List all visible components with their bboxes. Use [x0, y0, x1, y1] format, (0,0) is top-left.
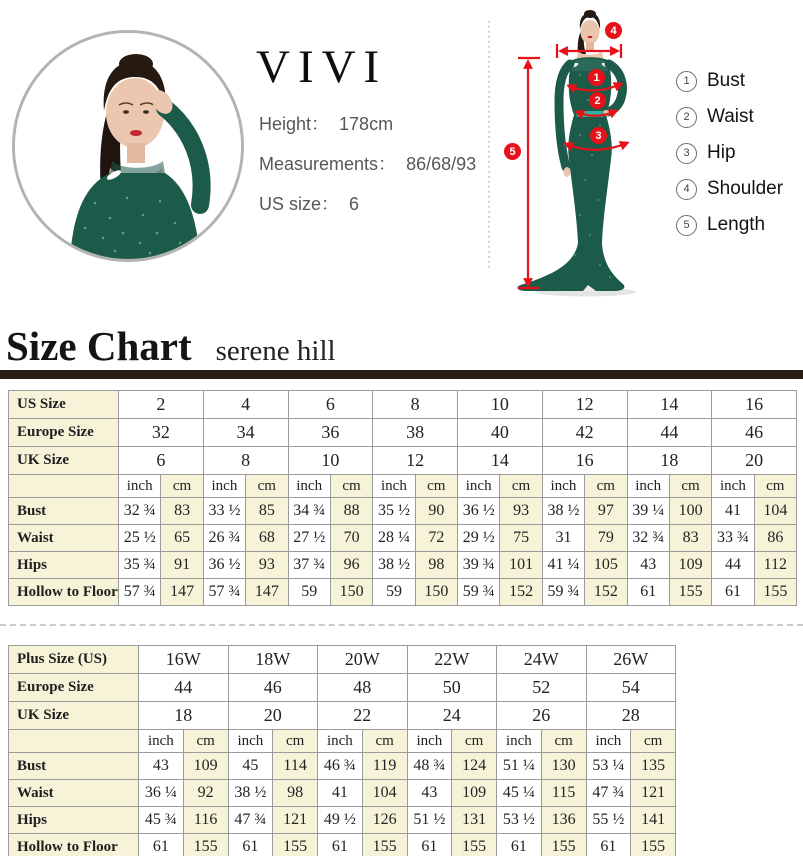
unit-header-cell: inch — [407, 730, 452, 753]
row-label: US Size — [9, 391, 119, 419]
measure-cell: 47 ¾ — [586, 780, 631, 807]
size-cell: 20 — [712, 447, 797, 475]
measure-cell: 27 ½ — [288, 525, 330, 552]
measure-cell: 70 — [330, 525, 372, 552]
size-cell: 4 — [203, 391, 288, 419]
unit-header-cell: inch — [627, 475, 669, 498]
measure-cell: 86 — [754, 525, 796, 552]
measure-cell: 53 ¼ — [586, 753, 631, 780]
size-cell: 2 — [119, 391, 204, 419]
measure-cell: 53 ½ — [497, 807, 542, 834]
measure-cell: 109 — [183, 753, 228, 780]
row-label: Europe Size — [9, 419, 119, 447]
size-cell: 46 — [712, 419, 797, 447]
legend-label: Shoulder — [707, 178, 784, 199]
unit-header-cell: inch — [712, 475, 754, 498]
measure-cell: 114 — [273, 753, 318, 780]
size-cell: 42 — [542, 419, 627, 447]
measure-cell: 85 — [246, 498, 288, 525]
measure-cell: 83 — [669, 525, 711, 552]
size-cell: 8 — [373, 391, 458, 419]
size-cell: 46 — [228, 674, 318, 702]
measure-cell: 98 — [415, 552, 457, 579]
measure-cell: 150 — [415, 579, 457, 606]
row-label: Hollow to Floor — [9, 579, 119, 606]
measure-cell: 61 — [318, 834, 363, 856]
measure-cell: 43 — [407, 780, 452, 807]
stat-value: 178cm — [339, 114, 394, 134]
unit-header-cell: cm — [669, 475, 711, 498]
unit-header-cell: inch — [288, 475, 330, 498]
model-name: VIVI — [256, 41, 388, 93]
unit-header-cell: cm — [330, 475, 372, 498]
unit-header-cell: cm — [452, 730, 497, 753]
unit-header-cell: inch — [542, 475, 584, 498]
unit-header-cell: inch — [139, 730, 184, 753]
heavy-rule-divider — [0, 370, 803, 379]
size-chart-title: Size Chart — [6, 323, 192, 369]
size-cell: 12 — [542, 391, 627, 419]
measure-cell: 47 ¾ — [228, 807, 273, 834]
measure-legend — [676, 63, 783, 243]
measure-cell: 119 — [362, 753, 407, 780]
size-cell: 16 — [712, 391, 797, 419]
row-label: Plus Size (US) — [9, 646, 139, 674]
measure-cell: 135 — [631, 753, 676, 780]
unit-header-cell: cm — [631, 730, 676, 753]
measure-cell: 38 ½ — [373, 552, 415, 579]
measure-cell: 88 — [330, 498, 372, 525]
measure-cell: 32 ¾ — [119, 498, 161, 525]
legend-number: 5 — [676, 215, 697, 236]
legend-item — [676, 207, 783, 243]
marker-shoulder: 4 — [605, 22, 622, 39]
stat-label: Measurements： — [259, 154, 397, 174]
measure-cell: 141 — [631, 807, 676, 834]
marker-hip: 3 — [590, 127, 607, 144]
measure-cell: 45 — [228, 753, 273, 780]
measure-cell: 65 — [161, 525, 203, 552]
size-chart-subtitle: serene hill — [215, 335, 336, 367]
model-portrait-illustration — [15, 33, 241, 259]
standard-size-table — [8, 390, 797, 606]
measure-cell: 43 — [139, 753, 184, 780]
size-cell: 40 — [458, 419, 543, 447]
row-label: Bust — [9, 753, 139, 780]
measure-cell: 59 — [288, 579, 330, 606]
unit-header-cell: inch — [228, 730, 273, 753]
measure-cell: 29 ½ — [458, 525, 500, 552]
measure-cell: 39 ¼ — [627, 498, 669, 525]
unit-header-cell: inch — [586, 730, 631, 753]
measure-cell: 152 — [585, 579, 627, 606]
legend-number: 1 — [676, 71, 697, 92]
size-cell: 52 — [497, 674, 587, 702]
size-cell: 24W — [497, 646, 587, 674]
measure-cell: 59 — [373, 579, 415, 606]
plus-size-table — [8, 645, 676, 856]
measure-cell: 36 ¼ — [139, 780, 184, 807]
size-cell: 48 — [318, 674, 408, 702]
unit-header-cell: cm — [246, 475, 288, 498]
stat-value: 86/68/93 — [406, 154, 477, 174]
size-cell: 10 — [458, 391, 543, 419]
row-label — [9, 475, 119, 498]
row-label: Hips — [9, 807, 139, 834]
stat-row-height — [259, 110, 476, 150]
size-cell: 10 — [288, 447, 373, 475]
measure-cell: 75 — [500, 525, 542, 552]
measure-cell: 61 — [627, 579, 669, 606]
measure-cell: 35 ¾ — [119, 552, 161, 579]
measure-cell: 28 ¼ — [373, 525, 415, 552]
size-cell: 14 — [458, 447, 543, 475]
measure-cell: 105 — [585, 552, 627, 579]
stat-value: 6 — [349, 194, 360, 214]
size-cell: 20W — [318, 646, 408, 674]
measure-cell: 101 — [500, 552, 542, 579]
unit-header-cell: cm — [415, 475, 457, 498]
unit-header-cell: inch — [318, 730, 363, 753]
measure-cell: 147 — [161, 579, 203, 606]
unit-header-cell: cm — [161, 475, 203, 498]
measure-cell: 91 — [161, 552, 203, 579]
measure-cell: 155 — [362, 834, 407, 856]
measure-cell: 61 — [712, 579, 754, 606]
measure-cell: 41 — [318, 780, 363, 807]
size-cell: 18 — [139, 702, 229, 730]
marker-length: 5 — [504, 143, 521, 160]
measure-cell: 83 — [161, 498, 203, 525]
measure-cell: 33 ¾ — [712, 525, 754, 552]
row-label: Hips — [9, 552, 119, 579]
measure-cell: 155 — [669, 579, 711, 606]
measure-cell: 104 — [754, 498, 796, 525]
measure-cell: 131 — [452, 807, 497, 834]
marker-bust: 1 — [588, 69, 605, 86]
size-cell: 44 — [139, 674, 229, 702]
row-label: Hollow to Floor — [9, 834, 139, 856]
size-cell: 18W — [228, 646, 318, 674]
row-label: UK Size — [9, 702, 139, 730]
unit-header-cell: inch — [458, 475, 500, 498]
row-label: Waist — [9, 525, 119, 552]
row-label: Bust — [9, 498, 119, 525]
stat-row-us-size — [259, 190, 476, 230]
measure-cell: 61 — [139, 834, 184, 856]
measure-cell: 41 — [712, 498, 754, 525]
measure-cell: 51 ¼ — [497, 753, 542, 780]
size-cell: 22 — [318, 702, 408, 730]
measure-cell: 72 — [415, 525, 457, 552]
measure-cell: 155 — [183, 834, 228, 856]
measure-cell: 155 — [273, 834, 318, 856]
measure-cell: 61 — [586, 834, 631, 856]
legend-label: Length — [707, 214, 766, 235]
measure-cell: 124 — [452, 753, 497, 780]
measure-cell: 55 ½ — [586, 807, 631, 834]
stat-label: US size： — [259, 194, 340, 214]
size-cell: 16W — [139, 646, 229, 674]
measure-cell: 46 ¾ — [318, 753, 363, 780]
measure-cell: 38 ½ — [542, 498, 584, 525]
legend-item — [676, 135, 783, 171]
legend-item — [676, 63, 783, 99]
size-cell: 22W — [407, 646, 497, 674]
measure-cell: 37 ¾ — [288, 552, 330, 579]
stat-row-measurements — [259, 150, 476, 190]
legend-label: Hip — [707, 142, 736, 163]
size-cell: 20 — [228, 702, 318, 730]
size-cell: 34 — [203, 419, 288, 447]
legend-number: 2 — [676, 107, 697, 128]
measure-cell: 45 ¼ — [497, 780, 542, 807]
size-cell: 6 — [119, 447, 204, 475]
unit-header-cell: inch — [119, 475, 161, 498]
measure-cell: 155 — [631, 834, 676, 856]
measure-cell: 155 — [754, 579, 796, 606]
legend-label: Waist — [707, 106, 754, 127]
measure-cell: 41 ¼ — [542, 552, 584, 579]
measure-cell: 97 — [585, 498, 627, 525]
unit-header-cell: cm — [541, 730, 586, 753]
size-cell: 18 — [627, 447, 712, 475]
legend-number: 3 — [676, 143, 697, 164]
measure-cell: 51 ½ — [407, 807, 452, 834]
measure-cell: 150 — [330, 579, 372, 606]
measure-cell: 90 — [415, 498, 457, 525]
model-stats — [259, 110, 476, 230]
measure-cell: 155 — [452, 834, 497, 856]
measure-cell: 126 — [362, 807, 407, 834]
measure-cell: 38 ½ — [228, 780, 273, 807]
marker-waist: 2 — [589, 92, 606, 109]
legend-item — [676, 171, 783, 207]
dashed-divider — [0, 624, 803, 626]
size-cell: 36 — [288, 419, 373, 447]
measure-cell: 36 ½ — [203, 552, 245, 579]
measure-cell: 32 ¾ — [627, 525, 669, 552]
size-cell: 54 — [586, 674, 676, 702]
measure-cell: 92 — [183, 780, 228, 807]
measure-cell: 109 — [669, 552, 711, 579]
row-label — [9, 730, 139, 753]
measure-cell: 25 ½ — [119, 525, 161, 552]
legend-label: Bust — [707, 70, 746, 91]
size-cell: 26 — [497, 702, 587, 730]
measure-cell: 136 — [541, 807, 586, 834]
legend-number: 4 — [676, 179, 697, 200]
unit-header-cell: cm — [500, 475, 542, 498]
measure-cell: 33 ½ — [203, 498, 245, 525]
size-cell: 8 — [203, 447, 288, 475]
measure-cell: 59 ¾ — [458, 579, 500, 606]
measure-cell: 26 ¾ — [203, 525, 245, 552]
measure-cell: 68 — [246, 525, 288, 552]
row-label: UK Size — [9, 447, 119, 475]
measure-cell: 61 — [407, 834, 452, 856]
model-portrait-circle — [12, 30, 244, 262]
unit-header-cell: cm — [754, 475, 796, 498]
measure-cell: 59 ¾ — [542, 579, 584, 606]
measure-cell: 96 — [330, 552, 372, 579]
measure-cell: 45 ¾ — [139, 807, 184, 834]
measurement-diagram — [480, 5, 803, 305]
measure-cell: 112 — [754, 552, 796, 579]
measure-cell: 93 — [246, 552, 288, 579]
unit-header-cell: cm — [273, 730, 318, 753]
size-cell: 16 — [542, 447, 627, 475]
measure-cell: 61 — [228, 834, 273, 856]
size-chart-heading — [6, 322, 336, 370]
size-cell: 44 — [627, 419, 712, 447]
measure-cell: 152 — [500, 579, 542, 606]
size-cell: 24 — [407, 702, 497, 730]
measure-cell: 115 — [541, 780, 586, 807]
measure-cell: 57 ¾ — [203, 579, 245, 606]
measure-cell: 35 ½ — [373, 498, 415, 525]
measure-cell: 155 — [541, 834, 586, 856]
measure-cell: 79 — [585, 525, 627, 552]
measure-cell: 34 ¾ — [288, 498, 330, 525]
measure-cell: 98 — [273, 780, 318, 807]
unit-header-cell: cm — [362, 730, 407, 753]
unit-header-cell: inch — [203, 475, 245, 498]
measure-cell: 93 — [500, 498, 542, 525]
measure-cell: 130 — [541, 753, 586, 780]
measure-cell: 100 — [669, 498, 711, 525]
row-label: Europe Size — [9, 674, 139, 702]
measure-cell: 57 ¾ — [119, 579, 161, 606]
measure-cell: 61 — [497, 834, 542, 856]
unit-header-cell: inch — [373, 475, 415, 498]
measure-cell: 121 — [273, 807, 318, 834]
unit-header-cell: cm — [183, 730, 228, 753]
measure-cell: 43 — [627, 552, 669, 579]
measure-cell: 116 — [183, 807, 228, 834]
row-label: Waist — [9, 780, 139, 807]
size-cell: 26W — [586, 646, 676, 674]
size-cell: 50 — [407, 674, 497, 702]
legend-item — [676, 99, 783, 135]
measure-cell: 44 — [712, 552, 754, 579]
measure-cell: 48 ¾ — [407, 753, 452, 780]
size-cell: 38 — [373, 419, 458, 447]
size-cell: 14 — [627, 391, 712, 419]
measure-cell: 147 — [246, 579, 288, 606]
measure-cell: 104 — [362, 780, 407, 807]
measure-cell: 39 ¾ — [458, 552, 500, 579]
stat-label: Height： — [259, 114, 330, 134]
measure-cell: 109 — [452, 780, 497, 807]
unit-header-cell: cm — [585, 475, 627, 498]
size-cell: 6 — [288, 391, 373, 419]
measure-cell: 31 — [542, 525, 584, 552]
size-cell: 28 — [586, 702, 676, 730]
size-cell: 12 — [373, 447, 458, 475]
measure-cell: 49 ½ — [318, 807, 363, 834]
size-cell: 32 — [119, 419, 204, 447]
measure-cell: 36 ½ — [458, 498, 500, 525]
unit-header-cell: inch — [497, 730, 542, 753]
measure-cell: 121 — [631, 780, 676, 807]
